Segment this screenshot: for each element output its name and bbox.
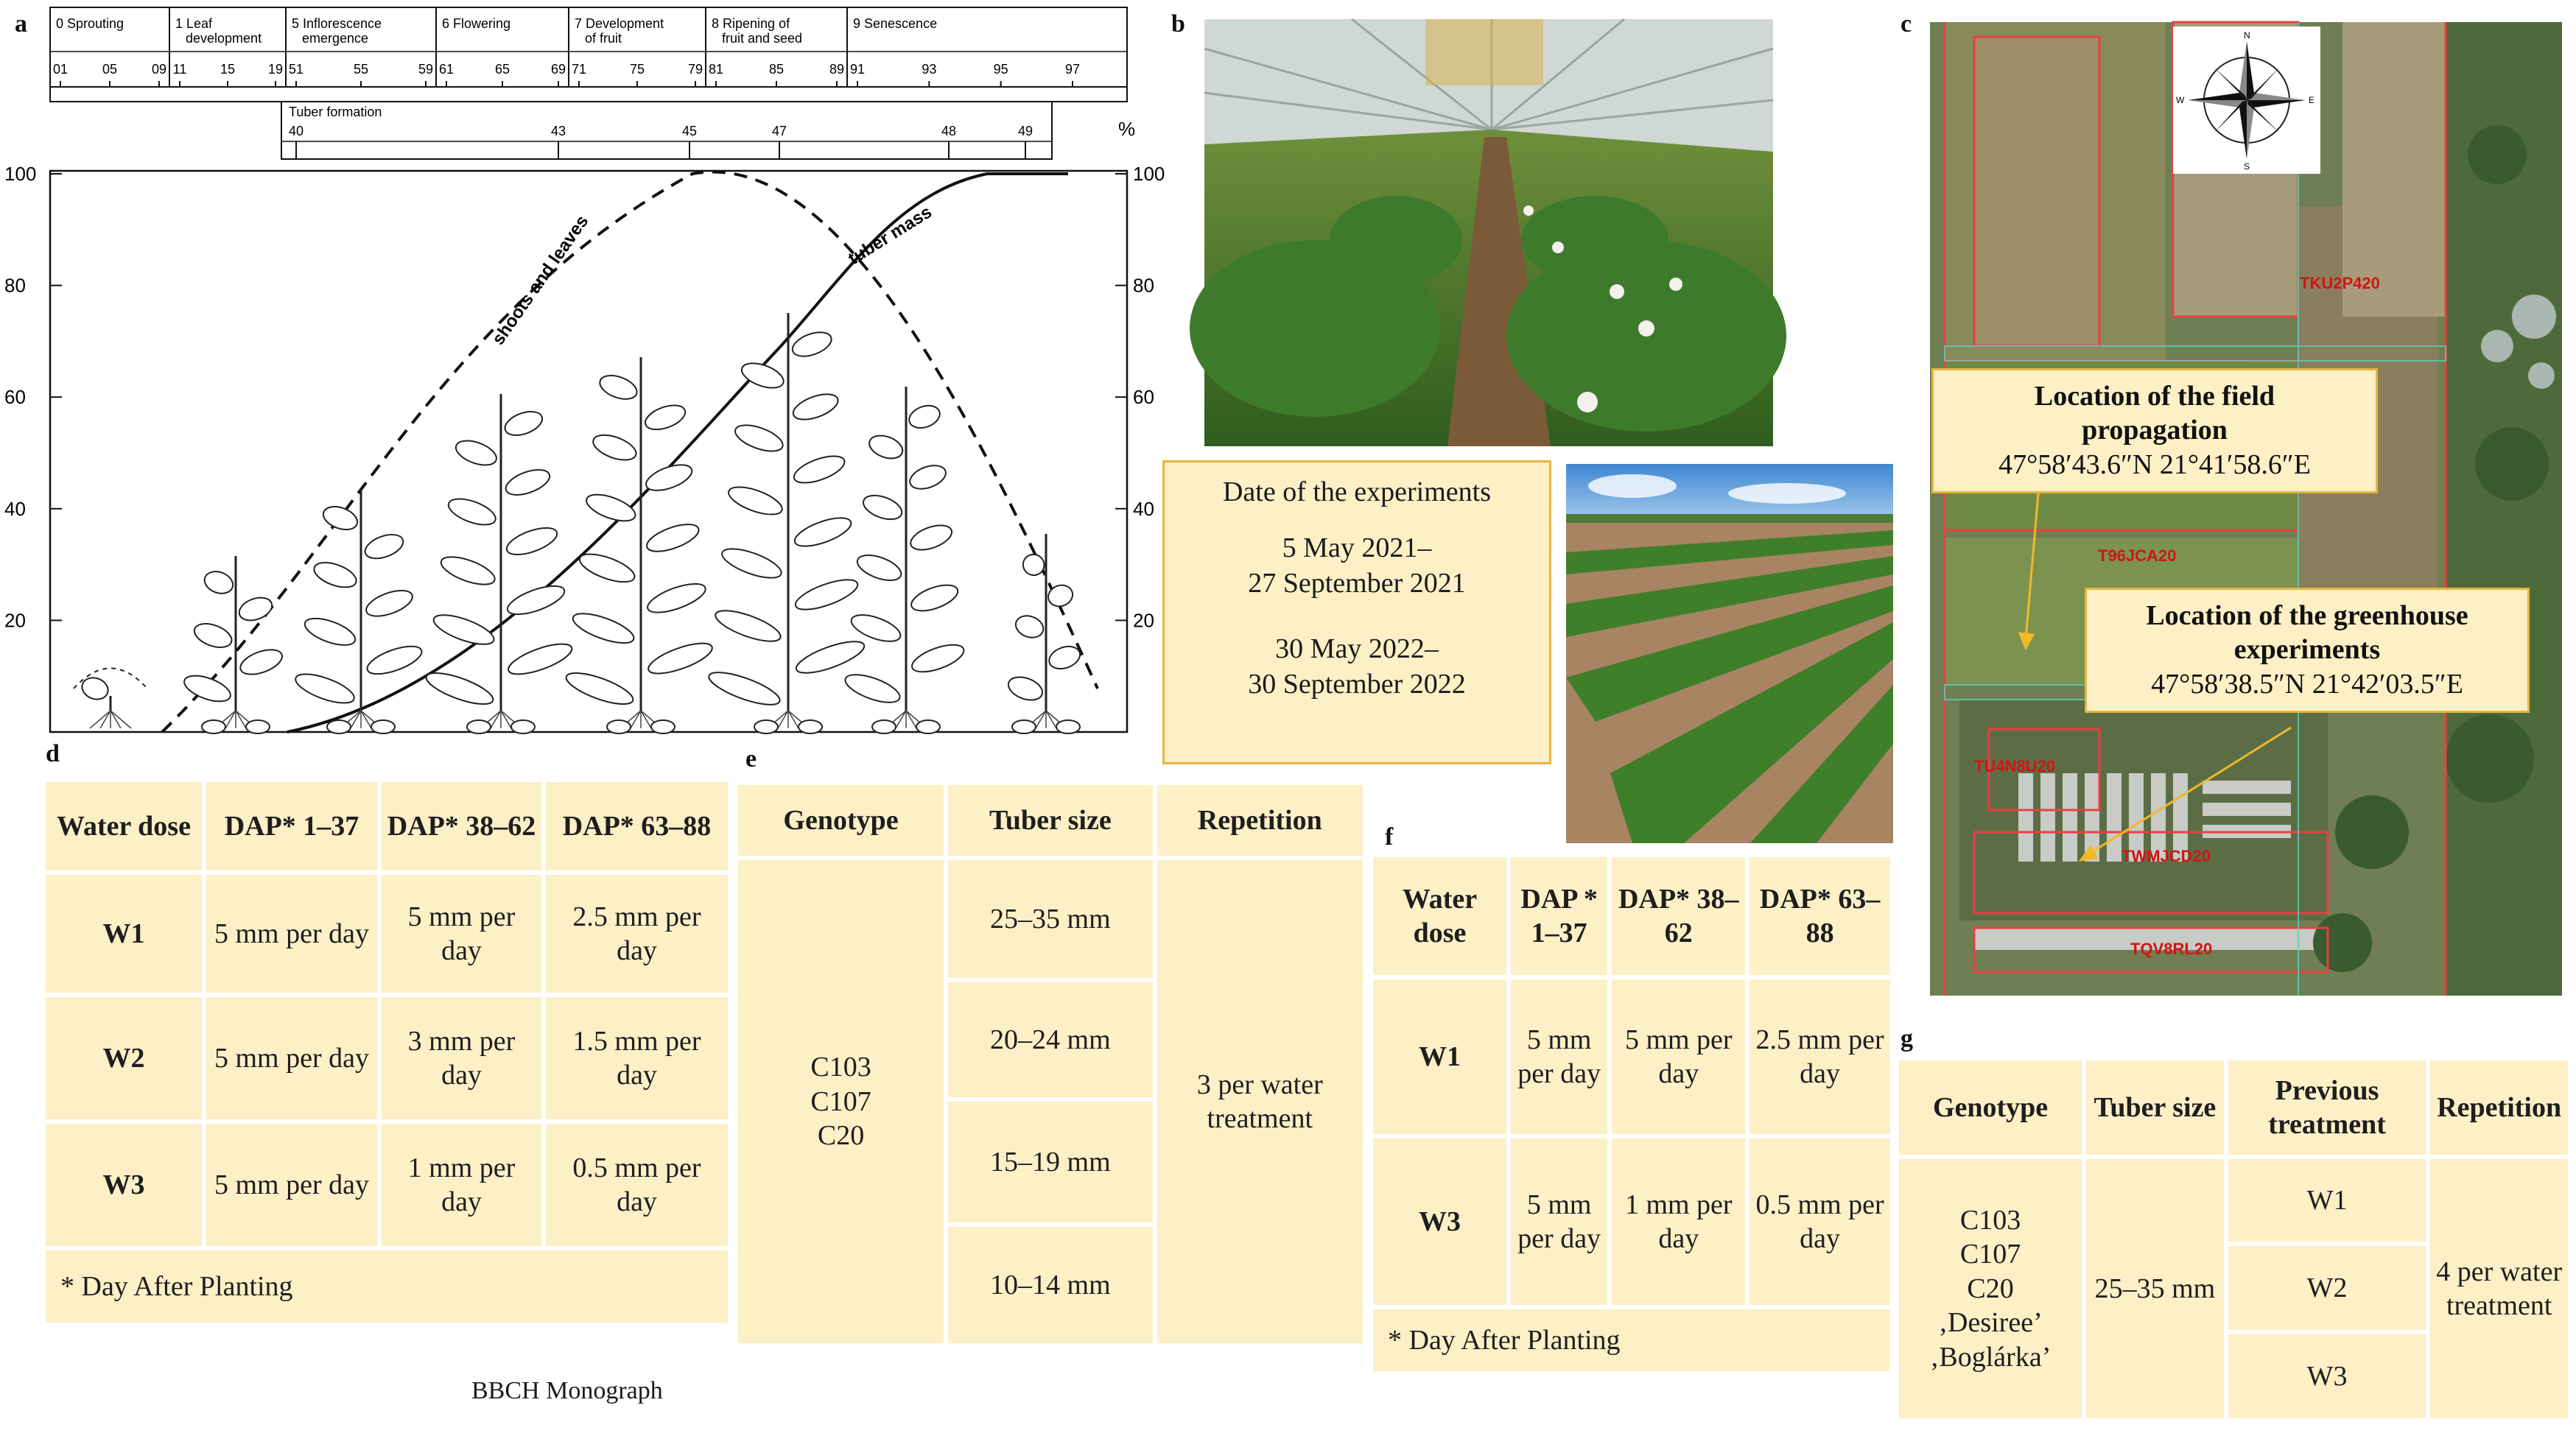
stage-code: 91 [849, 62, 866, 77]
stage-code: 69 [550, 62, 566, 77]
compass-n: N [2244, 30, 2250, 41]
table-f-cell: 1 mm per day [1612, 1138, 1745, 1305]
plant-leaf [202, 568, 236, 597]
table-e-genotype: C20 [817, 1120, 865, 1152]
table-f-footnote: * Day After Planting [1373, 1309, 1890, 1371]
table-f-cell: 5 mm per day [1612, 979, 1745, 1134]
plant-leaf [909, 639, 967, 677]
panel-label-e: e [745, 745, 757, 772]
plant-leaf [732, 420, 786, 457]
table-d-footnote: * Day After Planting [46, 1250, 728, 1323]
stage-label: fruit and seed [722, 31, 803, 46]
table-d-cell: 5 mm per day [206, 997, 377, 1119]
plant-tuber [371, 720, 395, 733]
plant-root [100, 711, 110, 728]
table-d-header: DAP* 38–62 [382, 782, 541, 870]
plant-root [236, 711, 246, 728]
table-e-header: Tuber size [948, 785, 1153, 856]
stage-label: 8 Ripening of [712, 16, 790, 31]
y-label-right: 40 [1133, 497, 1154, 520]
table-g-genotype: C107 [1959, 1239, 2021, 1270]
panel-label-c: c [1901, 10, 1912, 38]
water-dose-table-d [41, 778, 732, 1327]
plant-leaf [860, 491, 905, 524]
field-location-label [1931, 368, 2378, 493]
stage-code: 11 [172, 62, 187, 77]
plant-leaf [438, 552, 498, 591]
plant-root [906, 711, 916, 728]
plant-tuber [202, 720, 225, 733]
plant-leaf [363, 585, 416, 622]
plant-leaf [236, 594, 275, 624]
plant-leaf [597, 371, 640, 404]
panel-label-f: f [1385, 823, 1394, 851]
plant-leaf [453, 436, 500, 470]
plant-leaf [569, 608, 637, 649]
plant-tuber [799, 720, 822, 733]
parcel-label-tqv8rl20: TQV8RL20 [2130, 940, 2213, 958]
stage-code: 95 [993, 62, 1008, 77]
table-g-genotype: C103 [1959, 1205, 2021, 1236]
plant-tuber [467, 720, 491, 733]
parcel-label-tu4n8u20: TU4N8U20 [1974, 757, 2056, 775]
plant-leaf [362, 530, 406, 563]
greenhouse-location-coords: 47°58′38.5″N 21°42′03.5″E [2151, 668, 2463, 700]
table-e-genotype: C107 [810, 1085, 871, 1117]
parcel-label-t96jca20: T96JCA20 [2098, 546, 2177, 565]
plant-tuber [916, 720, 940, 733]
stage-code: 59 [418, 62, 434, 77]
plant-root [778, 711, 788, 728]
plant-root [788, 711, 799, 728]
field-location-title-1: Location of the field [2034, 381, 2275, 412]
table-f-dose: W3 [1373, 1138, 1506, 1305]
plant-leaf [642, 401, 689, 434]
panel-label-b: b [1171, 10, 1185, 38]
experiment-dates-box [1162, 460, 1551, 764]
plant-leaf [790, 451, 847, 488]
genotype-table-g [1895, 1056, 2572, 1423]
y-label-left: 60 [4, 386, 26, 409]
table-g-repetition: 4 per water treatment [2430, 1159, 2568, 1418]
table-f-header: Water dose [1373, 857, 1506, 975]
table-g-size: 25–35 mm [2086, 1159, 2224, 1418]
table-d-cell: 0.5 mm per day [546, 1124, 728, 1246]
table-d-cell: 5 mm per day [206, 1124, 377, 1246]
stage-label: of fruit [585, 31, 622, 46]
greenhouse-location-label [2085, 588, 2530, 713]
plant-leaf [503, 523, 560, 560]
plant-leaf [643, 460, 695, 496]
y-label-right: 80 [1133, 274, 1154, 297]
panel-label-d: d [46, 740, 60, 767]
plant-leaf [908, 521, 955, 555]
tuber-code: 47 [771, 124, 787, 138]
table-g-treatment: W3 [2228, 1334, 2426, 1418]
stage-code: 15 [220, 62, 236, 77]
plant-root [1046, 711, 1056, 728]
table-d-header: Water dose [46, 782, 202, 870]
table-d-cell: 3 mm per day [382, 997, 541, 1119]
table-f-cell: 5 mm per day [1511, 979, 1607, 1134]
plant-leaf [292, 668, 358, 708]
plant-leaf [79, 675, 110, 703]
experiment-date-line-5: 30 September 2022 [1248, 668, 1466, 700]
plant-leaf [791, 513, 854, 552]
plant-leaf [908, 580, 961, 616]
stage-code: 09 [151, 62, 167, 77]
stage-code: 85 [768, 62, 785, 77]
stage-code: 55 [353, 62, 369, 77]
plant-tuber [607, 720, 631, 733]
plant-leaf [237, 645, 285, 680]
plant-leaf [789, 328, 834, 361]
table-e-size: 25–35 mm [948, 860, 1153, 978]
plant-leaf [576, 549, 637, 588]
water-dose-table-f [1369, 853, 1895, 1376]
table-f-cell: 5 mm per day [1511, 1138, 1607, 1305]
experiment-date-line-4: 30 May 2022– [1275, 633, 1439, 665]
table-d-dose: W3 [46, 1124, 202, 1246]
greenhouse-location-title-1: Location of the greenhouse [2146, 600, 2468, 631]
table-d-cell: 1 mm per day [382, 1124, 541, 1246]
tuber-formation-label: Tuber formation [289, 105, 382, 119]
tuber-code: 45 [681, 124, 698, 138]
stage-code: 51 [288, 62, 304, 77]
plant-root [501, 711, 511, 728]
stage-label: 6 Flowering [442, 16, 511, 31]
tuber-mass-label: tuber mass [844, 202, 936, 270]
plant-leaf [842, 669, 903, 708]
compass-s: S [2244, 161, 2250, 172]
table-f-cell: 0.5 mm per day [1749, 1138, 1890, 1305]
table-d-cell: 2.5 mm per day [546, 875, 728, 993]
plant-tuber [327, 720, 351, 733]
table-e-size: 10–14 mm [948, 1227, 1153, 1343]
plant-root [896, 711, 906, 728]
table-g-header: Repetition [2430, 1060, 2568, 1155]
plant-leaf [706, 666, 783, 711]
y-label-left: 20 [4, 609, 26, 632]
compass-w: W [2176, 95, 2185, 105]
table-d-dose: W1 [46, 875, 202, 993]
stage-label: 0 Sprouting [56, 16, 124, 31]
plant-leaf [793, 636, 867, 680]
table-g-treatment: W2 [2228, 1246, 2426, 1330]
plant-root [631, 711, 641, 728]
stage-code: 81 [708, 62, 724, 77]
greenhouse-photo [1204, 19, 1773, 446]
plant-leaf [792, 574, 860, 616]
field-location-coords: 47°58′43.6″N 21°41′58.6″E [1998, 448, 2311, 480]
table-g-genotype: ‚Boglárka’ [1929, 1341, 2052, 1373]
table-e-genotype: C103 [810, 1052, 871, 1083]
stage-code: 19 [267, 62, 284, 77]
plant-leaf [645, 637, 716, 680]
plant-root [361, 711, 371, 728]
plant-root [1036, 711, 1046, 728]
plant-leaf [854, 550, 904, 585]
table-f-header: DAP * 1–37 [1511, 857, 1607, 975]
tuber-code: 49 [1017, 124, 1033, 138]
stage-code: 61 [438, 62, 455, 77]
bbch-diagram [4, 0, 1165, 744]
plant-tuber [754, 720, 778, 733]
experiment-date-line-2: 27 September 2021 [1248, 567, 1466, 599]
table-d-cell: 1.5 mm per day [546, 997, 728, 1119]
table-g-genotype: ‚Desiree’ [1938, 1307, 2043, 1339]
field-photo [1566, 464, 1893, 843]
plant-leaf [445, 493, 499, 529]
stage-code: 93 [922, 62, 937, 77]
bbch-chart [4, 0, 1165, 744]
stage-label: 1 Leaf [175, 16, 213, 31]
plant-leaf [726, 482, 785, 520]
y-label-left: 40 [4, 497, 26, 520]
experiment-date-line-1: 5 May 2021– [1282, 532, 1432, 564]
plant-root [491, 711, 501, 728]
plant-root [110, 711, 131, 728]
stage-code: 65 [494, 62, 510, 77]
plant-tuber [246, 720, 270, 733]
shoots-leaves-label: shoots and leaves [488, 211, 593, 349]
plot-frame [50, 171, 1127, 732]
plant-leaf [1013, 612, 1047, 641]
tuber-code: 43 [550, 124, 566, 138]
plant-leaf [192, 619, 235, 652]
y-label-left: 80 [4, 274, 26, 297]
plant-leaf [866, 432, 906, 462]
tuber-code: 48 [941, 124, 957, 138]
table-f-header: DAP* 38–62 [1612, 857, 1745, 975]
stage-code: 97 [1064, 62, 1081, 77]
table-e-size: 15–19 mm [948, 1102, 1153, 1222]
panel-label-g: g [1901, 1025, 1913, 1052]
stage-label: 9 Senescence [853, 16, 938, 31]
plant-tuber [872, 720, 896, 733]
table-g-header: Previous treatment [2228, 1060, 2426, 1155]
plant-leaf [502, 465, 552, 500]
plant-leaf [644, 519, 702, 557]
plant-leaf [1006, 673, 1046, 705]
percent-sign: % [1118, 118, 1136, 140]
field-location-title-2: propagation [2082, 415, 2228, 446]
table-f-header: DAP* 63–88 [1749, 857, 1890, 975]
table-e-size: 20–24 mm [948, 982, 1153, 1097]
table-e-header: Repetition [1157, 785, 1363, 856]
tuber-formation-frame [281, 102, 1052, 159]
plant-leaf [502, 407, 545, 440]
experiment-dates-title: Date of the experiments [1222, 476, 1492, 507]
greenhouse-location-title-2: experiments [2233, 634, 2381, 666]
aerial-map [1930, 22, 2562, 996]
table-e-genotypes [738, 860, 944, 1343]
plant-leaf [645, 578, 709, 619]
table-g-treatment: W1 [2228, 1159, 2426, 1242]
stage-label: development [186, 31, 262, 46]
stage-label: emergence [302, 31, 369, 46]
table-g-header: Genotype [1899, 1060, 2082, 1155]
y-label-left: 100 [4, 163, 37, 185]
table-f-cell: 2.5 mm per day [1749, 979, 1890, 1134]
table-e-header: Genotype [738, 785, 944, 856]
stage-code: 89 [829, 62, 845, 77]
table-g-header: Tuber size [2086, 1060, 2224, 1155]
stage-code: 01 [52, 62, 69, 77]
plant-leaf [583, 489, 639, 526]
plant-tuber [1012, 720, 1036, 733]
plant-root [110, 711, 121, 728]
stage-code: 75 [629, 62, 645, 77]
plant-leaf [364, 641, 425, 680]
plant-tuber [511, 720, 535, 733]
stage-code: 79 [687, 62, 703, 77]
compass-e: E [2309, 95, 2315, 105]
plant-root [90, 711, 110, 728]
plant-leaf [590, 430, 639, 465]
plant-tuber [651, 720, 675, 733]
table-d-header: DAP* 63–88 [546, 782, 728, 870]
genotype-table-e [734, 781, 1367, 1348]
plant-leaf [311, 557, 359, 592]
plant-leaf [430, 609, 497, 650]
plant-tuber [1056, 720, 1080, 733]
stage-code: 05 [102, 62, 118, 77]
bbch-caption: BBCH Monograph [471, 1377, 663, 1404]
y-label-right: 60 [1133, 386, 1154, 409]
table-d-cell: 5 mm per day [206, 875, 377, 993]
panel-label-a: a [15, 10, 27, 38]
tuber-code: 40 [288, 124, 304, 138]
y-label-right: 20 [1133, 609, 1154, 632]
table-f-dose: W1 [1373, 979, 1506, 1134]
plant-leaf [719, 543, 785, 583]
plant-leaf [181, 671, 234, 707]
plant-leaf [906, 402, 943, 432]
stage-label: 5 Inflorescence [292, 16, 382, 31]
plant-leaf [712, 605, 784, 647]
plant-leaf [320, 502, 361, 534]
table-d-cell: 5 mm per day [382, 875, 541, 993]
plant-leaf [907, 461, 949, 493]
table-d-dose: W2 [46, 997, 202, 1119]
plant-leaf [563, 666, 636, 710]
plant-leaf [504, 580, 567, 620]
parcel-label-twmjcd20: TWMJCD20 [2121, 847, 2211, 865]
plant-leaf [790, 389, 840, 424]
stage-code: 71 [571, 62, 587, 77]
plant-leaf [505, 638, 575, 680]
table-g-genotypes [1899, 1159, 2082, 1418]
stage-label: 7 Development [575, 16, 664, 31]
plant-root [641, 711, 651, 728]
table-g-genotype: C20 [1967, 1273, 2014, 1304]
plant-leaf [301, 613, 358, 650]
table-e-repetition: 3 per water treatment [1157, 860, 1363, 1343]
table-d-header: DAP* 1–37 [206, 782, 377, 870]
y-label-right: 100 [1133, 163, 1165, 185]
plant-root [225, 711, 236, 728]
plant-leaf [423, 666, 496, 710]
parcel-label-tku2p420: TKU2P420 [2300, 274, 2380, 292]
